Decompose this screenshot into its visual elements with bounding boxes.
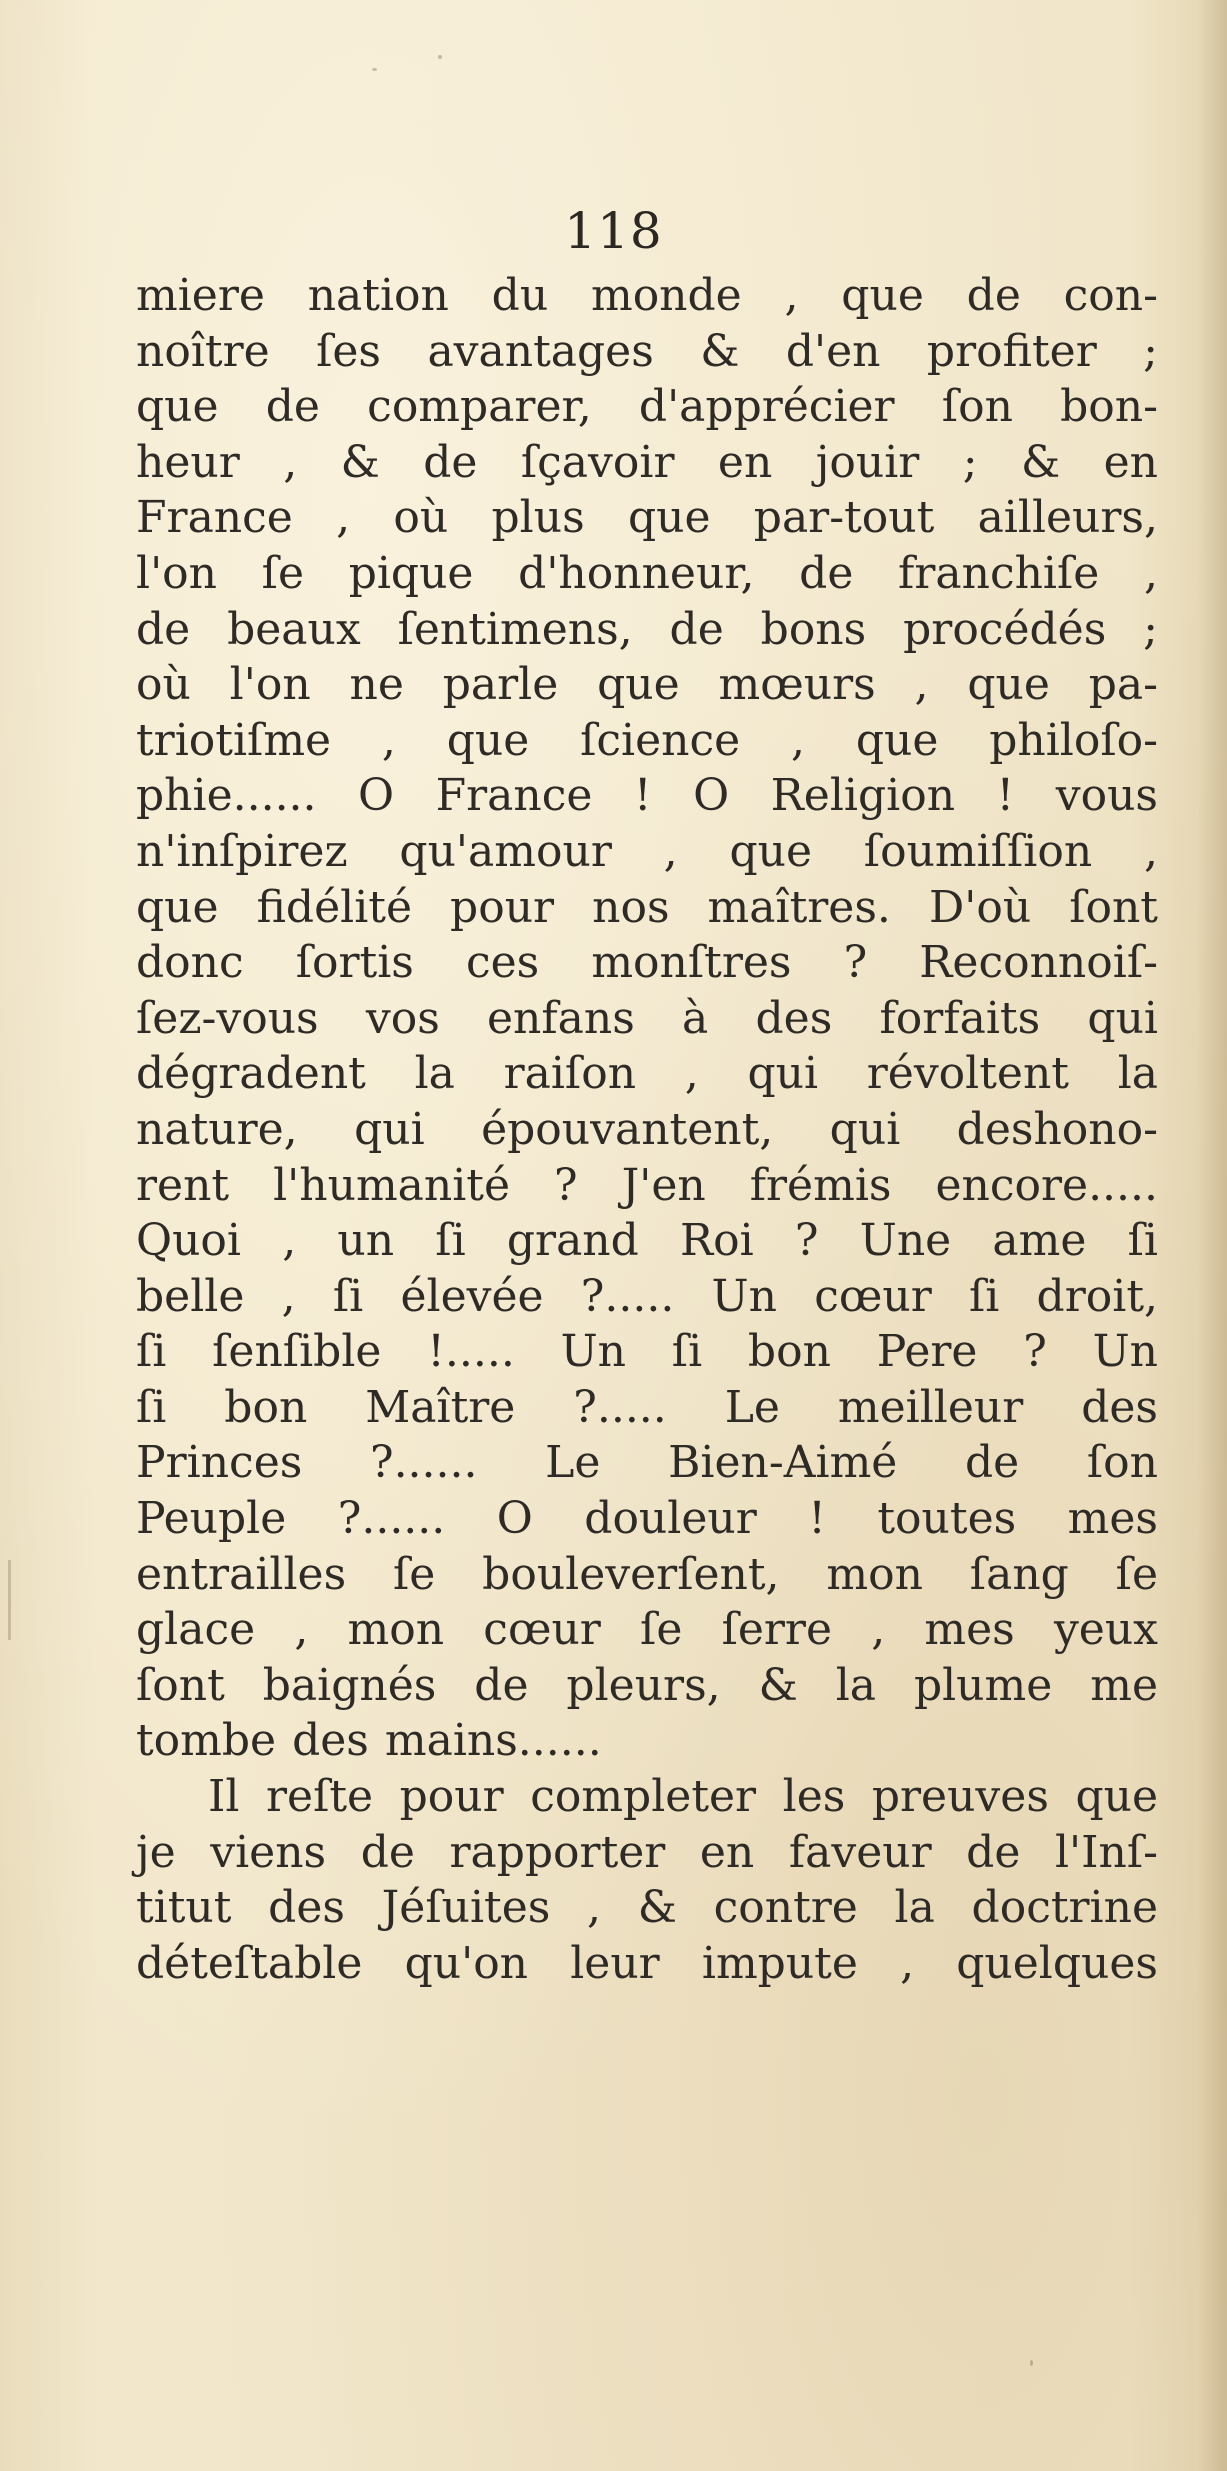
paper-speck <box>372 68 377 71</box>
text-line: tombe des mains...... <box>136 1715 602 1767</box>
text-line: miere nation du monde , que de con- <box>136 270 1158 321</box>
text-line: que fidélité pour nos maîtres. D'où ſont <box>136 881 1158 933</box>
text-line: ſez-vous vos enfans à des forfaits qui <box>136 992 1158 1044</box>
text-line: Peuple ?...... O douleur ! toutes mes <box>136 1493 1158 1545</box>
page-edge-shadow <box>1197 0 1227 2471</box>
text-line: l'on ſe pique d'honneur, de franchiſe , <box>136 547 1158 599</box>
text-line: n'inſpirez qu'amour , que ſoumiſſion , <box>136 825 1158 877</box>
text-line: belle , ſi élevée ?..... Un cœur ſi droit, <box>136 1270 1158 1322</box>
page-number: 118 <box>564 202 663 260</box>
text-line: France , où plus que par-tout ailleurs, <box>136 492 1158 544</box>
text-line: je viens de rapporter en faveur de l'Inſ- <box>136 1826 1158 1878</box>
text-line: glace , mon cœur ſe ſerre , mes yeux <box>136 1604 1158 1656</box>
text-line: titut des Jéſuites , & contre la doctrine <box>136 1882 1158 1934</box>
text-line: ſi bon Maître ?..... Le meilleur des <box>136 1381 1158 1433</box>
text-line: ſi ſenſible !..... Un ſi bon Pere ? Un <box>136 1326 1158 1378</box>
text-line: où l'on ne parle que mœurs , que pa- <box>136 659 1158 711</box>
text-line: entrailles ſe bouleverſent, mon ſang ſe <box>136 1548 1158 1600</box>
text-line: heur , & de ſçavoir en jouir ; & en <box>136 436 1158 488</box>
text-line: dégradent la raiſon , qui révoltent la <box>136 1048 1158 1100</box>
paper-speck <box>438 55 442 59</box>
text-line: Quoi , un ſi grand Roi ? Une ame ſi <box>136 1215 1158 1267</box>
text-line: rent l'humanité ? J'en frémis encore..... <box>136 1159 1158 1211</box>
text-line: noître ſes avantages & d'en profiter ; <box>136 325 1158 377</box>
text-line: que de comparer, d'apprécier ſon bon- <box>136 381 1158 433</box>
text-line: ſont baignés de pleurs, & la plume me <box>136 1659 1158 1711</box>
body-text <box>136 268 1158 1991</box>
margin-mark <box>8 1560 11 1640</box>
text-line: phie...... O France ! O Religion ! vous <box>136 770 1158 822</box>
text-line: triotiſme , que ſcience , que philoſo- <box>136 714 1158 766</box>
text-line: Il reſte pour completer les preuves que <box>208 1771 1158 1823</box>
paper-speck <box>1030 2360 1033 2366</box>
text-line: déteſtable qu'on leur impute , quelques <box>136 1937 1158 1989</box>
text-line: nature, qui épouvantent, qui deshono- <box>136 1103 1158 1155</box>
text-line: donc ſortis ces monſtres ? Reconnoiſ- <box>136 937 1158 989</box>
text-line: Princes ?...... Le Bien-Aimé de ſon <box>136 1437 1158 1489</box>
paper-speck <box>1110 1455 1114 1458</box>
text-line: de beaux ſentimens, de bons procédés ; <box>136 603 1158 655</box>
